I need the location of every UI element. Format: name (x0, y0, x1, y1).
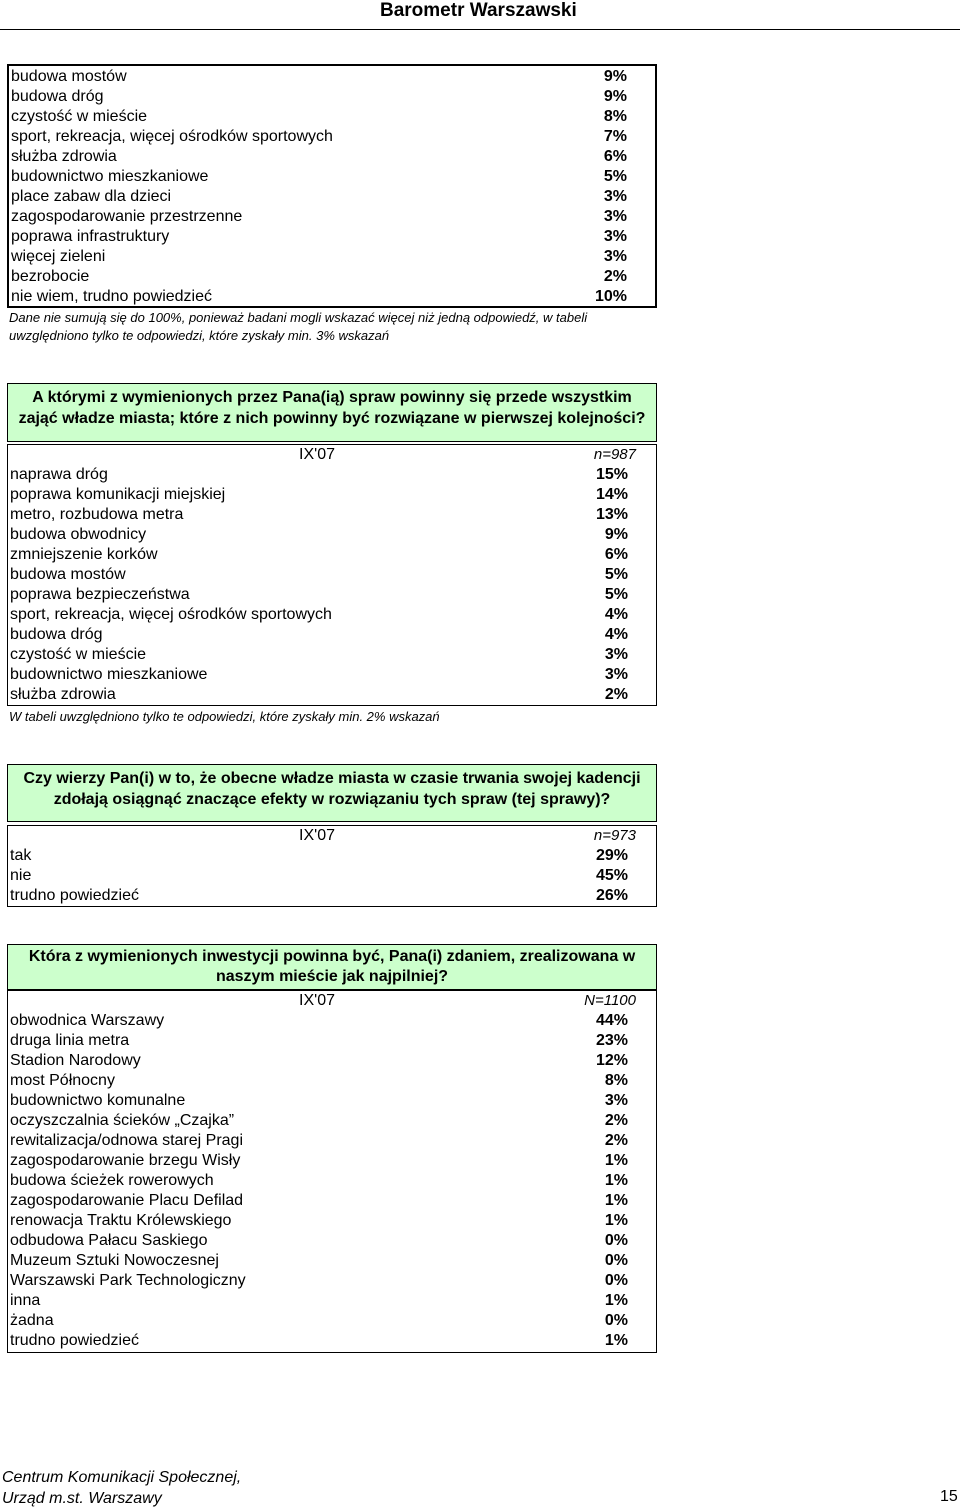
row-value: 5% (604, 566, 628, 583)
table-row (9, 287, 655, 307)
row-value: 2% (604, 1132, 628, 1149)
table-row (8, 565, 656, 585)
row-label: Warszawski Park Technologiczny (10, 1272, 246, 1289)
table-row (8, 1151, 656, 1171)
row-value: 9% (603, 68, 627, 85)
table-2-note: W tabeli uwzględniono tylko te odpowiedzi, które zyskały min. 2% wskazań (9, 709, 440, 724)
table-row (9, 147, 655, 167)
row-value: 9% (604, 526, 628, 543)
sample-size: N=1100 (584, 992, 636, 1009)
table-row (9, 187, 655, 207)
header-divider (0, 29, 960, 30)
row-label: inna (10, 1292, 41, 1309)
row-label: budowa mostów (11, 68, 127, 85)
table-row (8, 1251, 656, 1271)
table-row (8, 1291, 656, 1311)
question-text: Czy wierzy Pan(i) w to, że obecne władze miasta w czasie trwania swojej kadencji (23, 770, 641, 787)
table-4 (7, 990, 657, 1353)
row-label: tak (10, 847, 32, 864)
row-label: sport, rekreacja, więcej ośrodków sportowych (10, 606, 332, 623)
row-value: 15% (595, 466, 628, 483)
row-value: 5% (603, 168, 627, 185)
question-text: A którymi z wymienionych przez Pana(ią) spraw powinny się przede wszystkim (32, 389, 632, 406)
row-label: nie (10, 867, 32, 884)
row-value: 29% (595, 847, 628, 864)
table-row (8, 625, 656, 645)
table-row (8, 1071, 656, 1091)
row-label: bezrobocie (11, 268, 90, 285)
row-value: 23% (595, 1032, 628, 1049)
row-value: 1% (604, 1192, 628, 1209)
row-label: nie wiem, trudno powiedzieć (11, 288, 212, 305)
question-text: zdołają osiągnąć znaczące efekty w rozwiązaniu tych spraw (tej sprawy)? (53, 791, 611, 808)
table-row (8, 545, 656, 565)
note-line: Dane nie sumują się do 100%, ponieważ badani mogli wskazać więcej niż jedną odpowiedź, w tabeli (9, 310, 588, 325)
row-value: 4% (604, 626, 628, 643)
table-row (8, 605, 656, 625)
row-label: żadna (10, 1312, 54, 1329)
row-value: 3% (603, 208, 627, 225)
table-row (8, 465, 656, 485)
table-row (9, 267, 655, 287)
table-row (9, 167, 655, 187)
row-label: poprawa komunikacji miejskiej (10, 486, 226, 503)
table-row (8, 645, 656, 665)
table-row (8, 1231, 656, 1251)
table-row (8, 886, 656, 906)
row-value: 26% (595, 887, 628, 904)
sample-size: n=973 (593, 827, 636, 844)
row-label: metro, rozbudowa metra (10, 506, 184, 523)
row-label: budownictwo mieszkaniowe (10, 666, 208, 683)
question-4-box (7, 944, 657, 990)
row-label: służba zdrowia (10, 686, 116, 703)
question-3-box (7, 764, 657, 822)
table-1 (7, 64, 657, 308)
table-row (9, 247, 655, 267)
row-label: oczyszczalnia ścieków „Czajka” (10, 1112, 235, 1129)
row-label: więcej zieleni (11, 248, 106, 265)
row-label: zmniejszenie korków (10, 546, 158, 563)
row-label: budownictwo mieszkaniowe (11, 168, 209, 185)
row-label: czystość w mieście (11, 108, 148, 125)
table-row (9, 127, 655, 147)
row-label: most Północny (10, 1072, 115, 1089)
table-row (8, 866, 656, 886)
row-value: 6% (604, 546, 628, 563)
table-1-note (7, 309, 657, 345)
table-2 (7, 444, 657, 706)
table-row (8, 1191, 656, 1211)
row-value: 0% (604, 1272, 628, 1289)
row-value: 3% (604, 1092, 628, 1109)
table-row (9, 87, 655, 107)
row-value: 3% (603, 188, 627, 205)
row-label: służba zdrowia (11, 148, 117, 165)
row-value: 1% (604, 1172, 628, 1189)
row-value: 8% (603, 108, 627, 125)
table-row (8, 1031, 656, 1051)
row-value: 3% (604, 666, 628, 683)
row-label: obwodnica Warszawy (10, 1012, 165, 1029)
row-value: 14% (595, 486, 628, 503)
row-value: 0% (604, 1232, 628, 1249)
row-label: poprawa infrastruktury (11, 228, 170, 245)
row-value: 2% (604, 1112, 628, 1129)
row-label: budowa ścieżek rowerowych (10, 1172, 214, 1189)
row-label: rewitalizacja/odnowa starej Pragi (10, 1132, 243, 1149)
table-row (9, 107, 655, 127)
note-line: uwzględniono tylko te odpowiedzi, które zyskały min. 3% wskazań (9, 328, 390, 343)
table-row (9, 207, 655, 227)
table-row (8, 505, 656, 525)
row-value: 1% (604, 1152, 628, 1169)
table-row (8, 1051, 656, 1071)
table-3 (7, 825, 657, 907)
question-text: Która z wymienionych inwestycji powinna być, Pana(i) zdaniem, zrealizowana w (28, 948, 636, 965)
row-label: budownictwo komunalne (10, 1092, 186, 1109)
row-value: 10% (594, 288, 627, 305)
table-row (8, 1011, 656, 1031)
row-label: sport, rekreacja, więcej ośrodków sportowych (11, 128, 333, 145)
page-title: Barometr Warszawski (380, 0, 577, 21)
table-row (8, 1111, 656, 1131)
row-label: budowa dróg (11, 88, 104, 105)
table-row (8, 1091, 656, 1111)
row-value: 3% (603, 248, 627, 265)
row-value: 9% (603, 88, 627, 105)
row-label: druga linia metra (10, 1032, 130, 1049)
row-label: Muzeum Sztuki Nowoczesnej (10, 1252, 219, 1269)
row-value: 44% (595, 1012, 628, 1029)
row-value: 2% (603, 268, 627, 285)
row-value: 13% (595, 506, 628, 523)
row-value: 1% (604, 1212, 628, 1229)
row-value: 0% (604, 1252, 628, 1269)
row-value: 7% (603, 128, 627, 145)
row-label: budowa mostów (10, 566, 126, 583)
row-value: 45% (595, 867, 628, 884)
row-label: czystość w mieście (10, 646, 147, 663)
row-label: zagospodarowanie przestrzenne (11, 208, 243, 225)
row-value: 4% (604, 606, 628, 623)
row-label: place zabaw dla dzieci (11, 188, 172, 205)
table-header (8, 445, 656, 465)
row-label: budowa dróg (10, 626, 103, 643)
table-row (9, 227, 655, 247)
page-number: 15 (940, 1488, 958, 1505)
row-value: 2% (604, 686, 628, 703)
table-row (8, 1271, 656, 1291)
row-value: 12% (595, 1052, 628, 1069)
wave-label: IX'07 (299, 992, 335, 1009)
table-row (8, 585, 656, 605)
table-row (8, 1311, 656, 1331)
table-row (8, 485, 656, 505)
row-value: 1% (604, 1292, 628, 1309)
row-value: 3% (604, 646, 628, 663)
row-label: trudno powiedzieć (10, 1332, 139, 1349)
table-header (8, 991, 656, 1011)
row-label: renowacja Traktu Królewskiego (10, 1212, 232, 1229)
table-row (8, 1171, 656, 1191)
table-row (8, 846, 656, 866)
row-label: zagospodarowanie Placu Defilad (10, 1192, 244, 1209)
row-value: 0% (604, 1312, 628, 1329)
row-value: 3% (603, 228, 627, 245)
row-label: zagospodarowanie brzegu Wisły (10, 1152, 241, 1169)
sample-size: n=987 (593, 446, 636, 463)
row-value: 6% (603, 148, 627, 165)
row-label: poprawa bezpieczeństwa (10, 586, 190, 603)
footer-organization: Centrum Komunikacji Społecznej, (2, 1469, 242, 1486)
row-value: 8% (604, 1072, 628, 1089)
table-row (8, 685, 656, 705)
row-value: 5% (604, 586, 628, 603)
table-row (9, 67, 655, 87)
table-row (8, 1131, 656, 1151)
row-label: trudno powiedzieć (10, 887, 139, 904)
question-text: naszym mieście jak najpilniej? (215, 968, 449, 985)
wave-label: IX'07 (299, 446, 335, 463)
row-value: 1% (604, 1332, 628, 1349)
table-row (8, 525, 656, 545)
table-header (8, 826, 656, 846)
row-label: Stadion Narodowy (10, 1052, 141, 1069)
table-row (8, 1331, 656, 1351)
row-label: budowa obwodnicy (10, 526, 147, 543)
footer-office: Urząd m.st. Warszawy (2, 1490, 162, 1507)
wave-label: IX'07 (299, 827, 335, 844)
table-row (8, 1211, 656, 1231)
question-2-box (7, 383, 657, 442)
row-label: odbudowa Pałacu Saskiego (10, 1232, 208, 1249)
row-label: naprawa dróg (10, 466, 108, 483)
table-row (8, 665, 656, 685)
question-text: zająć władze miasta; które z nich powinny być rozwiązane w pierwszej kolejności? (18, 410, 646, 427)
